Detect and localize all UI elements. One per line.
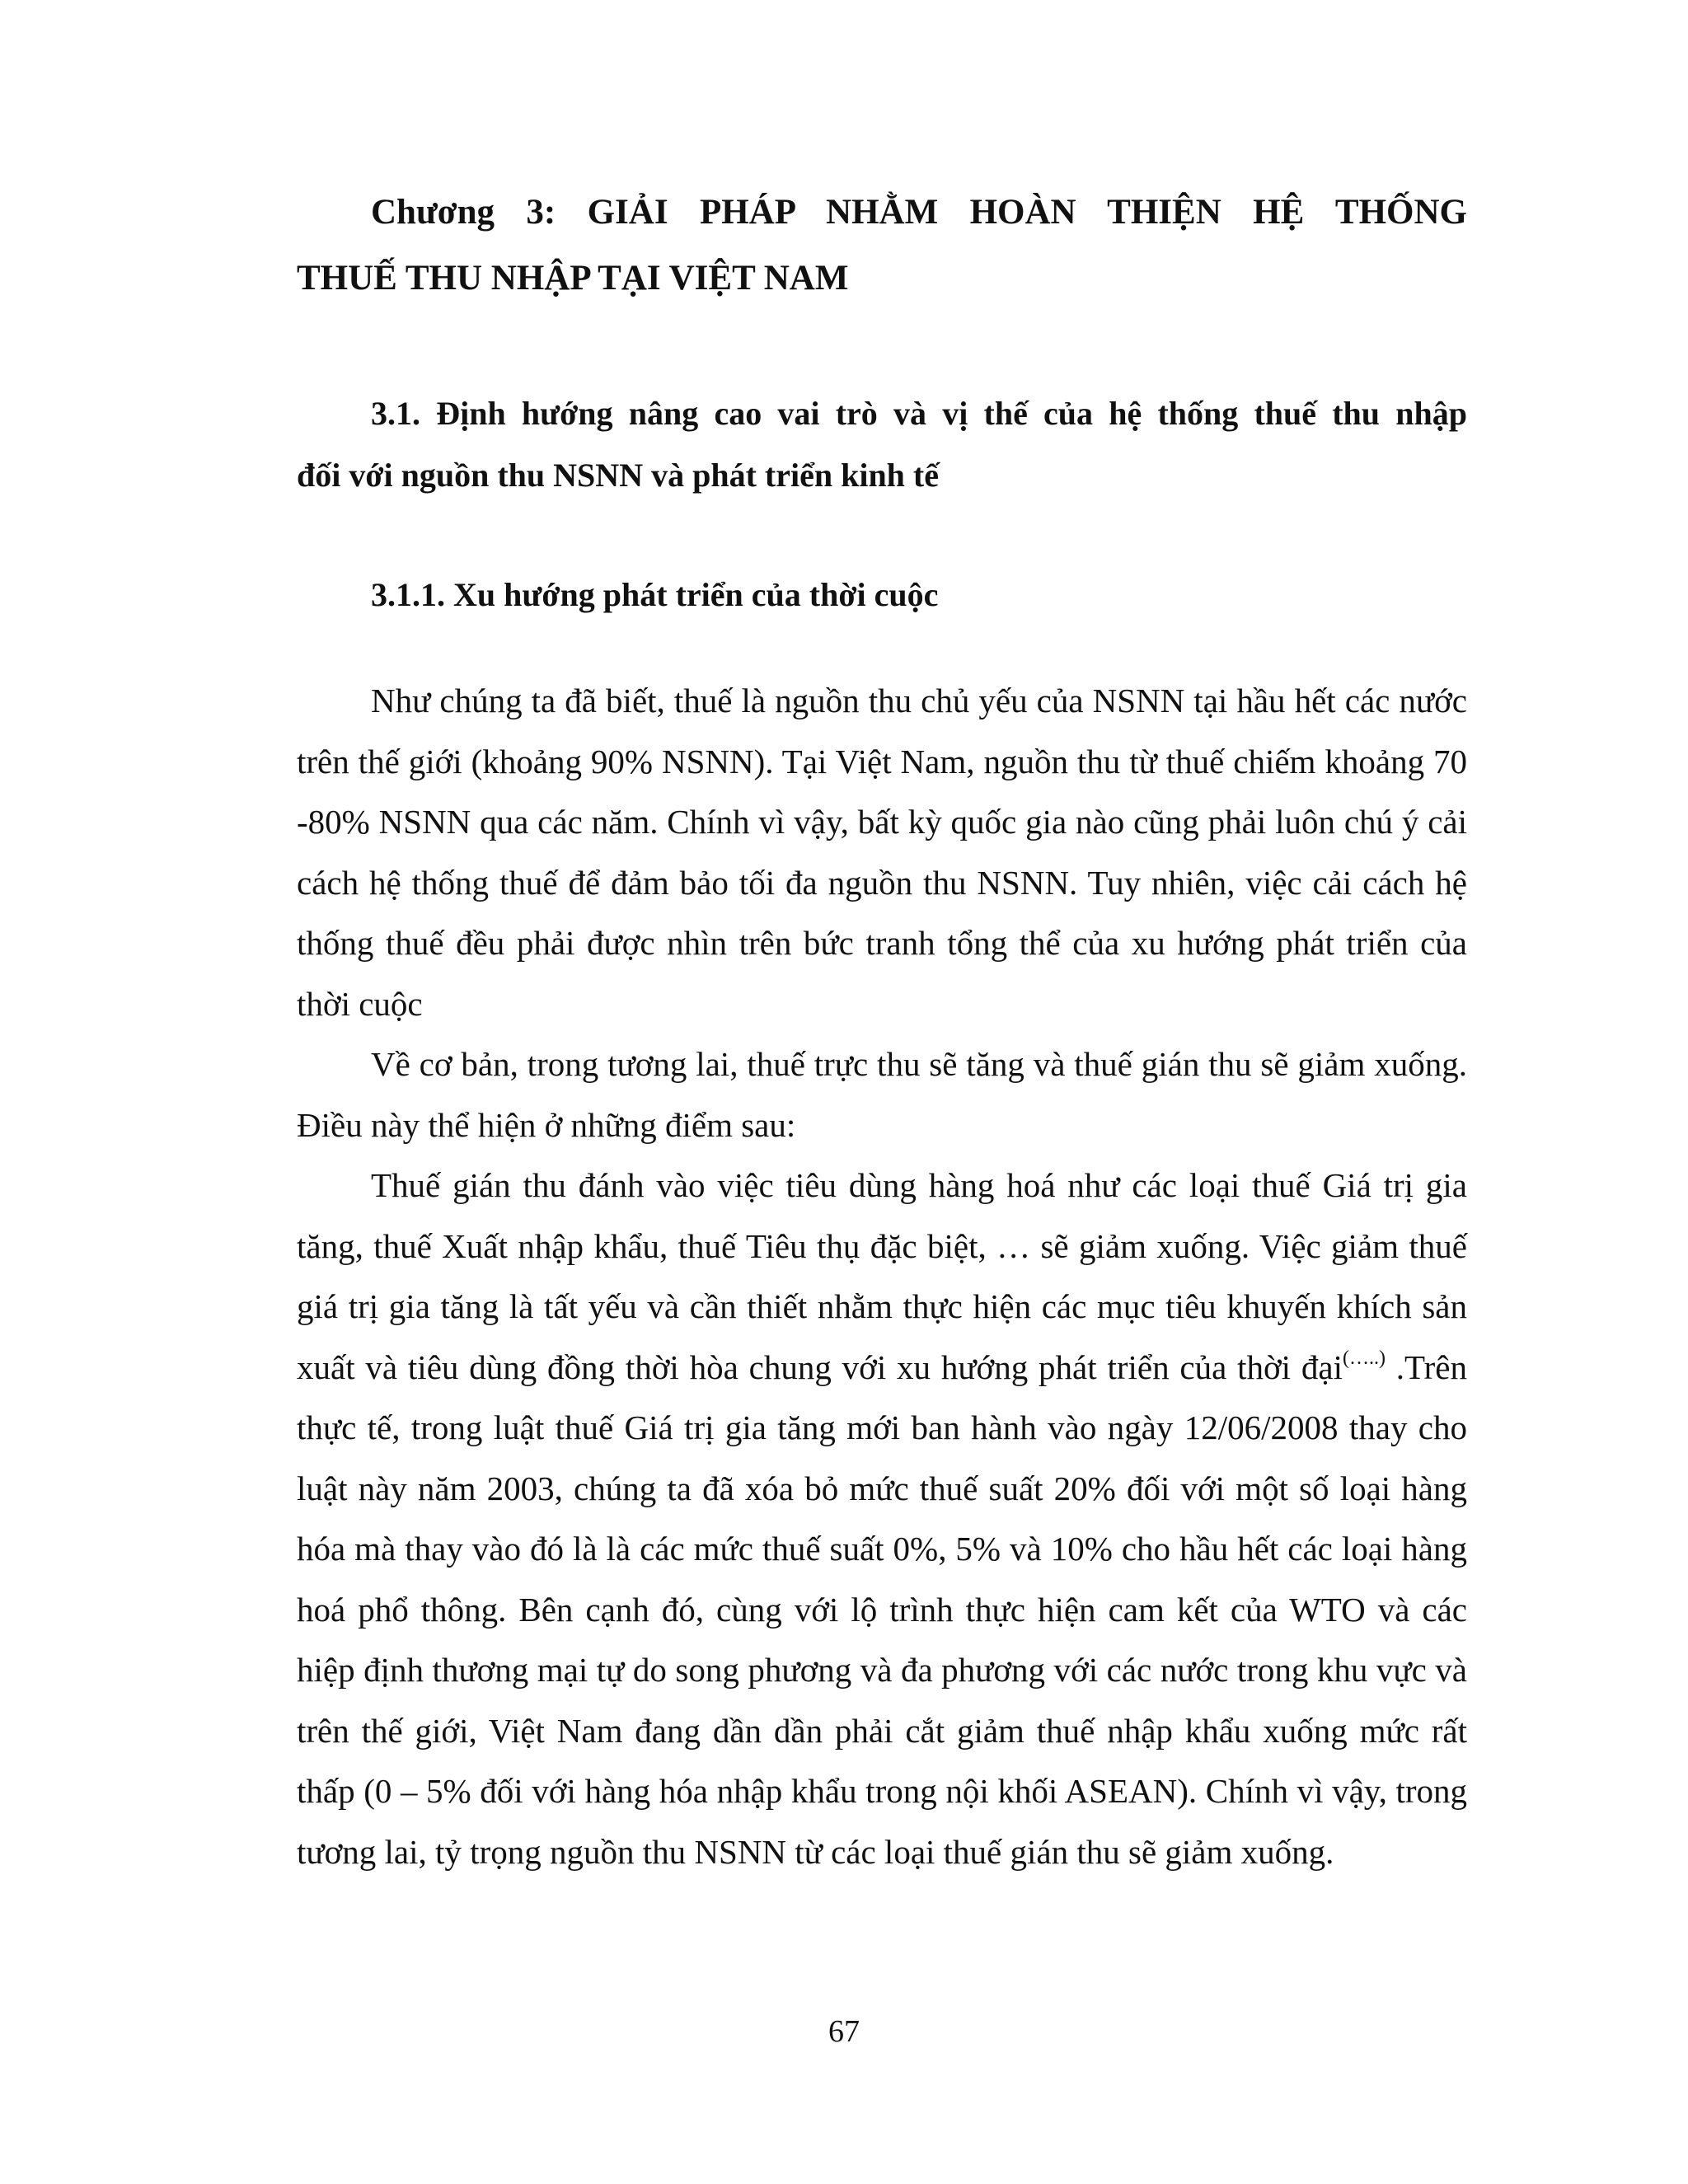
chapter-title-line-2: THUẾ THU NHẬP TẠI VIỆT NAM — [297, 259, 849, 298]
paragraph-3 — [297, 1155, 1467, 1882]
paragraph-2: Về cơ bản, trong tương lai, thuế trực thu sẽ tăng và thuế gián thu sẽ giảm xuống. Điều này thể hiện ở những điểm sau: — [297, 1045, 1467, 1144]
section-heading — [297, 382, 1467, 506]
subsection-heading: 3.1.1. Xu hướng phát triển của thời cuộc — [371, 576, 939, 613]
section-heading-line-2: đối với nguồn thu NSNN và phát triển kinh tế — [297, 457, 940, 494]
paragraph-3-text-end: .Trên thực tế, trong luật thuế Giá trị gia tăng mới ban hành vào ngày 12/06/2008 thay cho luật này năm 2003, chúng ta đã xóa bỏ mức thuế suất 20% đối với một số loại hàng hóa mà thay vào đó là là các mức thuế suất 0%, 5% và 10% cho hầu hết các loại hàng hoá phổ thông. Bên cạnh đó, cùng với lộ trình thực hiện cam kết của WTO và các hiệp định thương mại tự do song phương và đa phương với các nước trong khu vực và trên thế giới, Việt Nam đang dần dần phải cắt giảm thuế nhập khẩu xuống mức rất thấp (0 – 5% đối với hàng hóa nhập khẩu trong nội khối ASEAN). Chính vì vậy, trong tương lai, tỷ trọng nguồn thu NSNN từ các loại thuế gián thu sẽ giảm xuống. — [297, 1347, 1467, 1871]
chapter-title — [297, 180, 1467, 312]
body-text — [297, 671, 1467, 1882]
paragraph-3-text-start: Thuế gián thu đánh vào việc tiêu dùng hàng hoá như các loại thuế Giá trị gia tăng, thuế Xuất nhập khẩu, thuế Tiêu thụ đặc biệt, … sẽ giảm xuống. Việc giảm thuế giá trị gia tăng là tất yếu và cần thiết nhằm thực hiện các mục tiêu khuyến khích sản xuất và tiêu dùng đồng thời hòa chung với xu hướng phát triển của thời đại — [297, 1166, 1467, 1386]
section-heading-line-1: 3.1. Định hướng nâng cao vai trò và vị thế của hệ thống thuế thu nhập — [371, 395, 1467, 432]
footnote-reference: (…..) — [1342, 1347, 1386, 1369]
chapter-title-line-1: Chương 3: GIẢI PHÁP NHẰM HOÀN THIỆN HỆ THỐNG — [371, 193, 1467, 232]
page-number: 67 — [828, 2014, 860, 2049]
paragraph-1: Như chúng ta đã biết, thuế là nguồn thu chủ yếu của NSNN tại hầu hết các nước trên thế giới (khoảng 90% NSNN). Tại Việt Nam, nguồn thu từ thuế chiếm khoảng 70 -80% NSNN qua các năm. Chính vì vậy, bất kỳ quốc gia nào cũng phải luôn chú ý cải cách hệ thống thuế để đảm bảo tối đa nguồn thu NSNN. Tuy nhiên, việc cải cách hệ thống thuế đều phải được nhìn trên bức tranh tổng thể của xu hướng phát triển của thời cuộc — [297, 682, 1467, 1023]
page-content — [297, 180, 1467, 1882]
